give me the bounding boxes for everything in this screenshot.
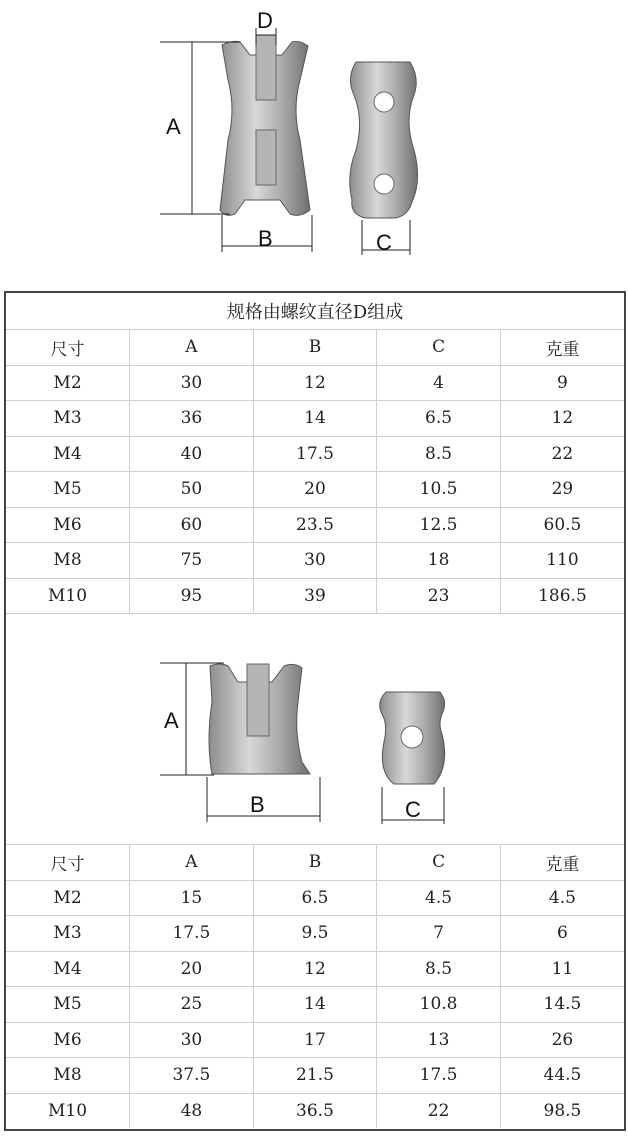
size-cell: M3 xyxy=(6,916,130,952)
value-cell: 4.5 xyxy=(377,880,501,916)
column-header: 尺寸 xyxy=(6,845,130,881)
value-cell: 98.5 xyxy=(500,1093,624,1128)
double-clip-plate xyxy=(350,62,418,218)
column-header: 克重 xyxy=(500,845,624,881)
value-cell: 22 xyxy=(377,1093,501,1128)
table-row xyxy=(6,543,624,579)
single-clip-body xyxy=(209,664,310,774)
dim-label-d: D xyxy=(257,8,273,33)
value-cell: 13 xyxy=(377,1022,501,1058)
dim-label-c: C xyxy=(405,797,421,822)
column-header: C xyxy=(377,845,501,881)
value-cell: 4 xyxy=(377,365,501,401)
value-cell: 95 xyxy=(130,578,254,614)
value-cell: 186.5 xyxy=(500,578,624,614)
double-clip-spec-table xyxy=(6,293,624,614)
value-cell: 30 xyxy=(130,1022,254,1058)
value-cell: 29 xyxy=(500,472,624,508)
column-header: A xyxy=(130,330,254,366)
value-cell: 9.5 xyxy=(253,916,377,952)
value-cell: 36 xyxy=(130,401,254,437)
value-cell: 10.8 xyxy=(377,987,501,1023)
value-cell: 7 xyxy=(377,916,501,952)
value-cell: 6.5 xyxy=(377,401,501,437)
size-cell: M8 xyxy=(6,543,130,579)
column-header: B xyxy=(253,845,377,881)
value-cell: 14.5 xyxy=(500,987,624,1023)
size-cell: M6 xyxy=(6,1022,130,1058)
value-cell: 6 xyxy=(500,916,624,952)
value-cell: 60 xyxy=(130,507,254,543)
value-cell: 12.5 xyxy=(377,507,501,543)
dim-label-c: C xyxy=(376,230,392,255)
value-cell: 17.5 xyxy=(253,436,377,472)
value-cell: 20 xyxy=(130,951,254,987)
dim-label-a: A xyxy=(166,114,181,139)
table-row xyxy=(6,436,624,472)
table-header-row xyxy=(6,845,624,881)
value-cell: 50 xyxy=(130,472,254,508)
size-cell: M2 xyxy=(6,880,130,916)
size-cell: M10 xyxy=(6,1093,130,1128)
value-cell: 18 xyxy=(377,543,501,579)
value-cell: 8.5 xyxy=(377,436,501,472)
value-cell: 17.5 xyxy=(130,916,254,952)
value-cell: 10.5 xyxy=(377,472,501,508)
value-cell: 14 xyxy=(253,401,377,437)
value-cell: 36.5 xyxy=(253,1093,377,1128)
table-row xyxy=(6,1022,624,1058)
size-cell: M5 xyxy=(6,987,130,1023)
table-row xyxy=(6,1058,624,1094)
size-cell: M4 xyxy=(6,951,130,987)
size-cell: M5 xyxy=(6,472,130,508)
column-header: C xyxy=(377,330,501,366)
value-cell: 12 xyxy=(253,951,377,987)
value-cell: 17.5 xyxy=(377,1058,501,1094)
value-cell: 60.5 xyxy=(500,507,624,543)
value-cell: 12 xyxy=(500,401,624,437)
value-cell: 48 xyxy=(130,1093,254,1128)
value-cell: 44.5 xyxy=(500,1058,624,1094)
size-cell: M8 xyxy=(6,1058,130,1094)
table-row xyxy=(6,916,624,952)
column-header: 克重 xyxy=(500,330,624,366)
value-cell: 15 xyxy=(130,880,254,916)
single-clip-spec-table xyxy=(6,844,624,1128)
value-cell: 22 xyxy=(500,436,624,472)
value-cell: 12 xyxy=(253,365,377,401)
size-cell: M10 xyxy=(6,578,130,614)
spec-sheet xyxy=(4,291,626,1131)
table-row xyxy=(6,578,624,614)
value-cell: 40 xyxy=(130,436,254,472)
value-cell: 8.5 xyxy=(377,951,501,987)
size-cell: M6 xyxy=(6,507,130,543)
size-cell: M3 xyxy=(6,401,130,437)
table-header-row xyxy=(6,330,624,366)
value-cell: 30 xyxy=(130,365,254,401)
value-cell: 26 xyxy=(500,1022,624,1058)
value-cell: 4.5 xyxy=(500,880,624,916)
dim-label-b: B xyxy=(250,792,265,817)
table-row xyxy=(6,365,624,401)
single-clip-diagram xyxy=(6,613,624,843)
value-cell: 39 xyxy=(253,578,377,614)
value-cell: 23 xyxy=(377,578,501,614)
value-cell: 21.5 xyxy=(253,1058,377,1094)
table-row xyxy=(6,1093,624,1128)
table-row xyxy=(6,951,624,987)
value-cell: 110 xyxy=(500,543,624,579)
dim-label-a: A xyxy=(164,708,179,733)
size-cell: M2 xyxy=(6,365,130,401)
value-cell: 37.5 xyxy=(130,1058,254,1094)
double-clip-body xyxy=(220,35,310,215)
value-cell: 30 xyxy=(253,543,377,579)
column-header: A xyxy=(130,845,254,881)
size-cell: M4 xyxy=(6,436,130,472)
value-cell: 23.5 xyxy=(253,507,377,543)
table-row xyxy=(6,401,624,437)
column-header: B xyxy=(253,330,377,366)
dim-label-b: B xyxy=(258,226,273,251)
double-clip-diagram xyxy=(0,0,628,285)
single-clip-plate xyxy=(380,692,445,784)
value-cell: 25 xyxy=(130,987,254,1023)
value-cell: 75 xyxy=(130,543,254,579)
table-title: 规格由螺纹直径D组成 xyxy=(6,293,624,330)
column-header: 尺寸 xyxy=(6,330,130,366)
value-cell: 6.5 xyxy=(253,880,377,916)
value-cell: 9 xyxy=(500,365,624,401)
value-cell: 14 xyxy=(253,987,377,1023)
table-row xyxy=(6,987,624,1023)
table-row xyxy=(6,507,624,543)
table-row xyxy=(6,880,624,916)
value-cell: 11 xyxy=(500,951,624,987)
table-row xyxy=(6,472,624,508)
value-cell: 17 xyxy=(253,1022,377,1058)
value-cell: 20 xyxy=(253,472,377,508)
